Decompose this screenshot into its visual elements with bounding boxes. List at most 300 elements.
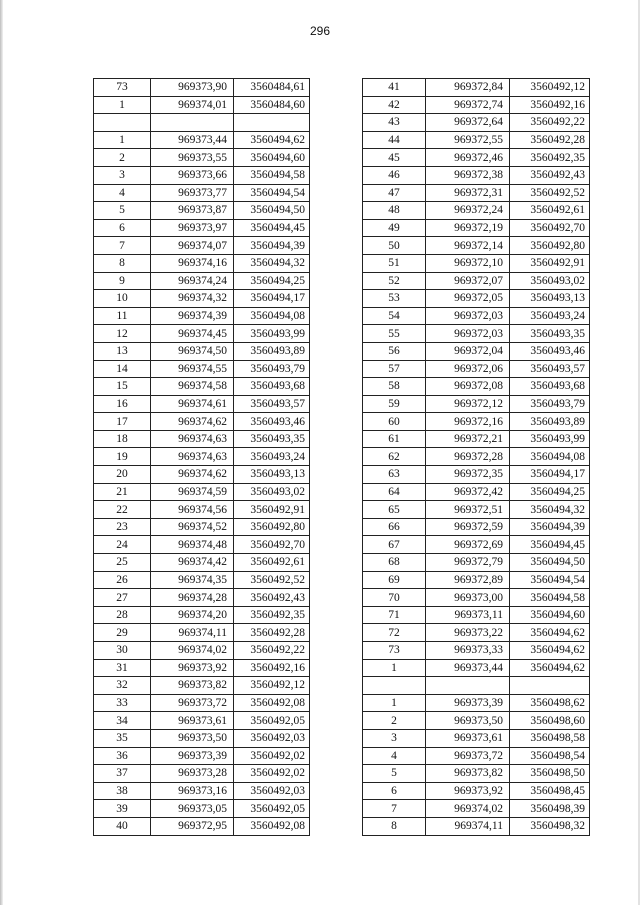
x-coordinate-cell: 969373,55	[151, 149, 234, 167]
point-number-cell: 4	[94, 184, 151, 202]
table-row	[363, 202, 590, 220]
x-coordinate-cell: 969374,42	[151, 554, 234, 572]
point-number-cell: 47	[363, 184, 426, 202]
x-coordinate-cell: 969374,59	[151, 483, 234, 501]
table-row	[363, 131, 590, 149]
x-coordinate-cell: 969374,20	[151, 606, 234, 624]
point-number-cell: 71	[363, 606, 426, 624]
table-row	[94, 518, 310, 536]
table-row	[94, 782, 310, 800]
table-row	[363, 712, 590, 730]
point-number-cell: 65	[363, 501, 426, 519]
point-number-cell: 45	[363, 149, 426, 167]
table-row	[94, 307, 310, 325]
table-row	[94, 395, 310, 413]
x-coordinate-cell: 969374,16	[151, 254, 234, 272]
point-number-cell: 58	[363, 378, 426, 396]
point-number-cell: 6	[363, 782, 426, 800]
table-row	[94, 430, 310, 448]
point-number-cell: 61	[363, 430, 426, 448]
point-number-cell: 12	[94, 325, 151, 343]
y-coordinate-cell: 3560492,12	[234, 677, 310, 695]
point-number-cell: 29	[94, 624, 151, 642]
point-number-cell: 60	[363, 413, 426, 431]
table-row	[363, 395, 590, 413]
y-coordinate-cell: 3560492,91	[510, 254, 590, 272]
x-coordinate-cell: 969372,28	[426, 448, 510, 466]
point-number-cell: 57	[363, 360, 426, 378]
y-coordinate-cell: 3560492,91	[234, 501, 310, 519]
x-coordinate-cell: 969372,59	[426, 518, 510, 536]
point-number-cell: 40	[94, 817, 151, 835]
point-number-cell: 56	[363, 342, 426, 360]
coordinates-table-right	[362, 78, 590, 836]
y-coordinate-cell: 3560493,57	[234, 395, 310, 413]
point-number-cell: 1	[363, 659, 426, 677]
point-number-cell: 8	[94, 254, 151, 272]
table-row	[363, 589, 590, 607]
y-coordinate-cell: 3560493,46	[510, 342, 590, 360]
point-number-cell: 14	[94, 360, 151, 378]
y-coordinate-cell: 3560494,32	[234, 254, 310, 272]
x-coordinate-cell: 969373,22	[426, 624, 510, 642]
y-coordinate-cell: 3560492,52	[234, 571, 310, 589]
y-coordinate-cell: 3560484,61	[234, 79, 310, 97]
point-number-cell: 70	[363, 589, 426, 607]
y-coordinate-cell: 3560494,62	[510, 659, 590, 677]
y-coordinate-cell: 3560493,35	[234, 430, 310, 448]
y-coordinate-cell: 3560492,08	[234, 694, 310, 712]
x-coordinate-cell: 969374,55	[151, 360, 234, 378]
table-row	[363, 518, 590, 536]
table-row	[363, 782, 590, 800]
x-coordinate-cell: 969374,01	[151, 96, 234, 114]
table-row	[363, 483, 590, 501]
x-coordinate-cell: 969373,82	[151, 677, 234, 695]
table-row	[363, 817, 590, 835]
x-coordinate-cell: 969372,19	[426, 219, 510, 237]
point-number-cell: 37	[94, 765, 151, 783]
table-row	[363, 79, 590, 97]
y-coordinate-cell: 3560492,80	[510, 237, 590, 255]
x-coordinate-cell: 969372,03	[426, 325, 510, 343]
table-row	[94, 536, 310, 554]
table-row	[94, 483, 310, 501]
point-number-cell: 3	[363, 729, 426, 747]
y-coordinate-cell: 3560492,02	[234, 747, 310, 765]
y-coordinate-cell: 3560492,61	[510, 202, 590, 220]
point-number-cell: 69	[363, 571, 426, 589]
table-row	[363, 501, 590, 519]
table-row	[363, 307, 590, 325]
y-coordinate-cell: 3560494,60	[234, 149, 310, 167]
table-row	[363, 378, 590, 396]
table-row	[94, 729, 310, 747]
x-coordinate-cell: 969374,39	[151, 307, 234, 325]
y-coordinate-cell: 3560492,70	[510, 219, 590, 237]
x-coordinate-cell: 969372,74	[426, 96, 510, 114]
point-number-cell: 49	[363, 219, 426, 237]
point-number-cell: 8	[363, 817, 426, 835]
point-number-cell: 21	[94, 483, 151, 501]
table-row	[363, 413, 590, 431]
point-number-cell: 51	[363, 254, 426, 272]
y-coordinate-cell: 3560498,54	[510, 747, 590, 765]
point-number-cell: 23	[94, 518, 151, 536]
point-number-cell: 3	[94, 166, 151, 184]
y-coordinate-cell: 3560493,79	[510, 395, 590, 413]
x-coordinate-cell: 969373,39	[151, 747, 234, 765]
table-row	[363, 290, 590, 308]
point-number-cell: 73	[94, 79, 151, 97]
x-coordinate-cell: 969373,72	[426, 747, 510, 765]
table-row	[94, 254, 310, 272]
y-coordinate-cell: 3560493,02	[234, 483, 310, 501]
point-number-cell: 54	[363, 307, 426, 325]
x-coordinate-cell: 969374,11	[151, 624, 234, 642]
x-coordinate-cell: 969373,44	[426, 659, 510, 677]
point-number-cell: 55	[363, 325, 426, 343]
y-coordinate-cell: 3560498,62	[510, 694, 590, 712]
x-coordinate-cell: 969373,50	[426, 712, 510, 730]
x-coordinate-cell: 969373,92	[151, 659, 234, 677]
point-number-cell: 50	[363, 237, 426, 255]
table-row	[363, 554, 590, 572]
point-number-cell: 25	[94, 554, 151, 572]
point-number-cell: 42	[363, 96, 426, 114]
y-coordinate-cell: 3560494,39	[510, 518, 590, 536]
y-coordinate-cell: 3560492,35	[234, 606, 310, 624]
table-row	[94, 466, 310, 484]
point-number-cell: 7	[363, 800, 426, 818]
y-coordinate-cell: 3560492,22	[510, 114, 590, 132]
x-coordinate-cell: 969372,21	[426, 430, 510, 448]
table-row	[363, 149, 590, 167]
table-row	[94, 448, 310, 466]
table-row	[363, 677, 590, 695]
table-row	[363, 466, 590, 484]
y-coordinate-cell: 3560493,89	[234, 342, 310, 360]
y-coordinate-cell: 3560492,28	[510, 131, 590, 149]
x-coordinate-cell: 969372,08	[426, 378, 510, 396]
y-coordinate-cell: 3560498,60	[510, 712, 590, 730]
table-row	[94, 114, 310, 132]
table-row	[94, 272, 310, 290]
table-row	[94, 219, 310, 237]
point-number-cell	[94, 114, 151, 132]
point-number-cell: 48	[363, 202, 426, 220]
y-coordinate-cell: 3560494,32	[510, 501, 590, 519]
y-coordinate-cell: 3560493,24	[510, 307, 590, 325]
table-row	[363, 624, 590, 642]
x-coordinate-cell: 969374,48	[151, 536, 234, 554]
point-number-cell: 62	[363, 448, 426, 466]
y-coordinate-cell: 3560492,02	[234, 765, 310, 783]
y-coordinate-cell: 3560493,24	[234, 448, 310, 466]
x-coordinate-cell: 969374,50	[151, 342, 234, 360]
table-row	[94, 79, 310, 97]
table-row	[363, 342, 590, 360]
y-coordinate-cell: 3560492,03	[234, 729, 310, 747]
table-row	[94, 149, 310, 167]
point-number-cell: 73	[363, 642, 426, 660]
table-row	[94, 800, 310, 818]
table-row	[94, 554, 310, 572]
table-row	[94, 290, 310, 308]
y-coordinate-cell: 3560492,43	[234, 589, 310, 607]
table-row	[94, 325, 310, 343]
table-row	[363, 254, 590, 272]
y-coordinate-cell: 3560493,68	[510, 378, 590, 396]
x-coordinate-cell: 969373,90	[151, 79, 234, 97]
x-coordinate-cell: 969372,05	[426, 290, 510, 308]
x-coordinate-cell: 969373,16	[151, 782, 234, 800]
x-coordinate-cell: 969372,84	[426, 79, 510, 97]
x-coordinate-cell: 969372,16	[426, 413, 510, 431]
x-coordinate-cell: 969373,00	[426, 589, 510, 607]
point-number-cell: 38	[94, 782, 151, 800]
table-row	[94, 342, 310, 360]
table-row	[363, 272, 590, 290]
x-coordinate-cell: 969374,52	[151, 518, 234, 536]
y-coordinate-cell: 3560493,68	[234, 378, 310, 396]
point-number-cell: 31	[94, 659, 151, 677]
x-coordinate-cell	[151, 114, 234, 132]
point-number-cell: 34	[94, 712, 151, 730]
y-coordinate-cell: 3560498,39	[510, 800, 590, 818]
y-coordinate-cell: 3560493,99	[234, 325, 310, 343]
x-coordinate-cell: 969373,82	[426, 765, 510, 783]
table-row	[363, 765, 590, 783]
y-coordinate-cell: 3560498,45	[510, 782, 590, 800]
y-coordinate-cell: 3560492,70	[234, 536, 310, 554]
y-coordinate-cell: 3560492,22	[234, 642, 310, 660]
table-row	[363, 747, 590, 765]
point-number-cell: 5	[94, 202, 151, 220]
x-coordinate-cell: 969372,51	[426, 501, 510, 519]
table-row	[363, 536, 590, 554]
table-row	[363, 166, 590, 184]
table-row	[94, 677, 310, 695]
x-coordinate-cell: 969373,05	[151, 800, 234, 818]
table-row	[94, 747, 310, 765]
point-number-cell: 11	[94, 307, 151, 325]
x-coordinate-cell: 969374,58	[151, 378, 234, 396]
table-row	[94, 624, 310, 642]
point-number-cell: 53	[363, 290, 426, 308]
y-coordinate-cell: 3560493,13	[234, 466, 310, 484]
table-row	[94, 571, 310, 589]
x-coordinate-cell: 969374,63	[151, 448, 234, 466]
x-coordinate-cell: 969373,50	[151, 729, 234, 747]
y-coordinate-cell: 3560494,58	[234, 166, 310, 184]
y-coordinate-cell: 3560494,54	[234, 184, 310, 202]
table-row	[94, 765, 310, 783]
x-coordinate-cell: 969373,77	[151, 184, 234, 202]
x-coordinate-cell: 969373,39	[426, 694, 510, 712]
point-number-cell: 39	[94, 800, 151, 818]
point-number-cell: 46	[363, 166, 426, 184]
y-coordinate-cell: 3560492,16	[510, 96, 590, 114]
y-coordinate-cell: 3560492,35	[510, 149, 590, 167]
point-number-cell: 36	[94, 747, 151, 765]
x-coordinate-cell: 969372,42	[426, 483, 510, 501]
point-number-cell: 64	[363, 483, 426, 501]
x-coordinate-cell: 969372,24	[426, 202, 510, 220]
point-number-cell: 66	[363, 518, 426, 536]
point-number-cell: 32	[94, 677, 151, 695]
table-row	[94, 712, 310, 730]
point-number-cell: 35	[94, 729, 151, 747]
x-coordinate-cell: 969373,28	[151, 765, 234, 783]
table-row	[363, 694, 590, 712]
table-row	[363, 184, 590, 202]
x-coordinate-cell: 969373,87	[151, 202, 234, 220]
y-coordinate-cell: 3560494,62	[510, 642, 590, 660]
x-coordinate-cell: 969373,66	[151, 166, 234, 184]
x-coordinate-cell: 969374,61	[151, 395, 234, 413]
y-coordinate-cell: 3560494,25	[234, 272, 310, 290]
table-row	[94, 501, 310, 519]
y-coordinate-cell: 3560493,02	[510, 272, 590, 290]
table-row	[94, 642, 310, 660]
table-row	[363, 729, 590, 747]
point-number-cell: 67	[363, 536, 426, 554]
point-number-cell: 59	[363, 395, 426, 413]
x-coordinate-cell: 969374,02	[426, 800, 510, 818]
y-coordinate-cell: 3560494,62	[234, 131, 310, 149]
x-coordinate-cell: 969373,92	[426, 782, 510, 800]
y-coordinate-cell: 3560492,12	[510, 79, 590, 97]
y-coordinate-cell: 3560492,03	[234, 782, 310, 800]
x-coordinate-cell: 969372,04	[426, 342, 510, 360]
x-coordinate-cell: 969374,07	[151, 237, 234, 255]
x-coordinate-cell: 969372,95	[151, 817, 234, 835]
table-row	[363, 360, 590, 378]
x-coordinate-cell: 969374,62	[151, 413, 234, 431]
x-coordinate-cell: 969374,02	[151, 642, 234, 660]
table-row	[363, 659, 590, 677]
x-coordinate-cell: 969373,61	[151, 712, 234, 730]
y-coordinate-cell: 3560493,13	[510, 290, 590, 308]
y-coordinate-cell: 3560493,57	[510, 360, 590, 378]
y-coordinate-cell: 3560498,58	[510, 729, 590, 747]
x-coordinate-cell: 969372,46	[426, 149, 510, 167]
x-coordinate-cell: 969372,64	[426, 114, 510, 132]
point-number-cell: 18	[94, 430, 151, 448]
y-coordinate-cell: 3560494,54	[510, 571, 590, 589]
point-number-cell: 44	[363, 131, 426, 149]
point-number-cell: 6	[94, 219, 151, 237]
x-coordinate-cell: 969372,55	[426, 131, 510, 149]
scan-edge-left	[0, 0, 3, 905]
point-number-cell: 63	[363, 466, 426, 484]
table-row	[94, 202, 310, 220]
point-number-cell: 20	[94, 466, 151, 484]
table-row	[363, 430, 590, 448]
table-row	[94, 131, 310, 149]
point-number-cell: 13	[94, 342, 151, 360]
y-coordinate-cell	[234, 114, 310, 132]
point-number-cell	[363, 677, 426, 695]
y-coordinate-cell: 3560494,58	[510, 589, 590, 607]
y-coordinate-cell: 3560492,80	[234, 518, 310, 536]
table-row	[94, 606, 310, 624]
table-row	[363, 448, 590, 466]
x-coordinate-cell: 969372,14	[426, 237, 510, 255]
x-coordinate-cell: 969372,07	[426, 272, 510, 290]
x-coordinate-cell: 969372,12	[426, 395, 510, 413]
coordinates-table-left	[93, 78, 310, 836]
x-coordinate-cell: 969374,45	[151, 325, 234, 343]
x-coordinate-cell: 969374,63	[151, 430, 234, 448]
point-number-cell: 15	[94, 378, 151, 396]
x-coordinate-cell: 969372,35	[426, 466, 510, 484]
table-row	[363, 606, 590, 624]
x-coordinate-cell: 969374,32	[151, 290, 234, 308]
table-row	[94, 659, 310, 677]
point-number-cell: 1	[94, 131, 151, 149]
y-coordinate-cell: 3560493,79	[234, 360, 310, 378]
y-coordinate-cell: 3560493,89	[510, 413, 590, 431]
y-coordinate-cell: 3560498,32	[510, 817, 590, 835]
point-number-cell: 68	[363, 554, 426, 572]
point-number-cell: 10	[94, 290, 151, 308]
table-row	[363, 219, 590, 237]
table-row	[94, 378, 310, 396]
y-coordinate-cell: 3560494,45	[510, 536, 590, 554]
point-number-cell: 4	[363, 747, 426, 765]
y-coordinate-cell: 3560492,28	[234, 624, 310, 642]
y-coordinate-cell: 3560494,45	[234, 219, 310, 237]
x-coordinate-cell: 969372,10	[426, 254, 510, 272]
point-number-cell: 2	[363, 712, 426, 730]
y-coordinate-cell: 3560493,99	[510, 430, 590, 448]
x-coordinate-cell: 969372,03	[426, 307, 510, 325]
point-number-cell: 33	[94, 694, 151, 712]
x-coordinate-cell: 969373,61	[426, 729, 510, 747]
y-coordinate-cell: 3560493,46	[234, 413, 310, 431]
y-coordinate-cell: 3560494,17	[234, 290, 310, 308]
table-row	[94, 589, 310, 607]
y-coordinate-cell: 3560492,61	[234, 554, 310, 572]
y-coordinate-cell: 3560492,16	[234, 659, 310, 677]
point-number-cell: 17	[94, 413, 151, 431]
point-number-cell: 5	[363, 765, 426, 783]
x-coordinate-cell: 969373,33	[426, 642, 510, 660]
point-number-cell: 28	[94, 606, 151, 624]
table-row	[363, 114, 590, 132]
y-coordinate-cell: 3560492,08	[234, 817, 310, 835]
table-row	[94, 360, 310, 378]
x-coordinate-cell: 969372,69	[426, 536, 510, 554]
x-coordinate-cell: 969374,35	[151, 571, 234, 589]
point-number-cell: 1	[363, 694, 426, 712]
point-number-cell: 41	[363, 79, 426, 97]
point-number-cell: 43	[363, 114, 426, 132]
point-number-cell: 9	[94, 272, 151, 290]
y-coordinate-cell: 3560494,08	[510, 448, 590, 466]
y-coordinate-cell: 3560494,60	[510, 606, 590, 624]
x-coordinate-cell: 969373,97	[151, 219, 234, 237]
x-coordinate-cell: 969374,11	[426, 817, 510, 835]
x-coordinate-cell: 969372,89	[426, 571, 510, 589]
y-coordinate-cell: 3560494,39	[234, 237, 310, 255]
x-coordinate-cell: 969374,56	[151, 501, 234, 519]
table-row	[94, 96, 310, 114]
point-number-cell: 26	[94, 571, 151, 589]
x-coordinate-cell: 969372,06	[426, 360, 510, 378]
